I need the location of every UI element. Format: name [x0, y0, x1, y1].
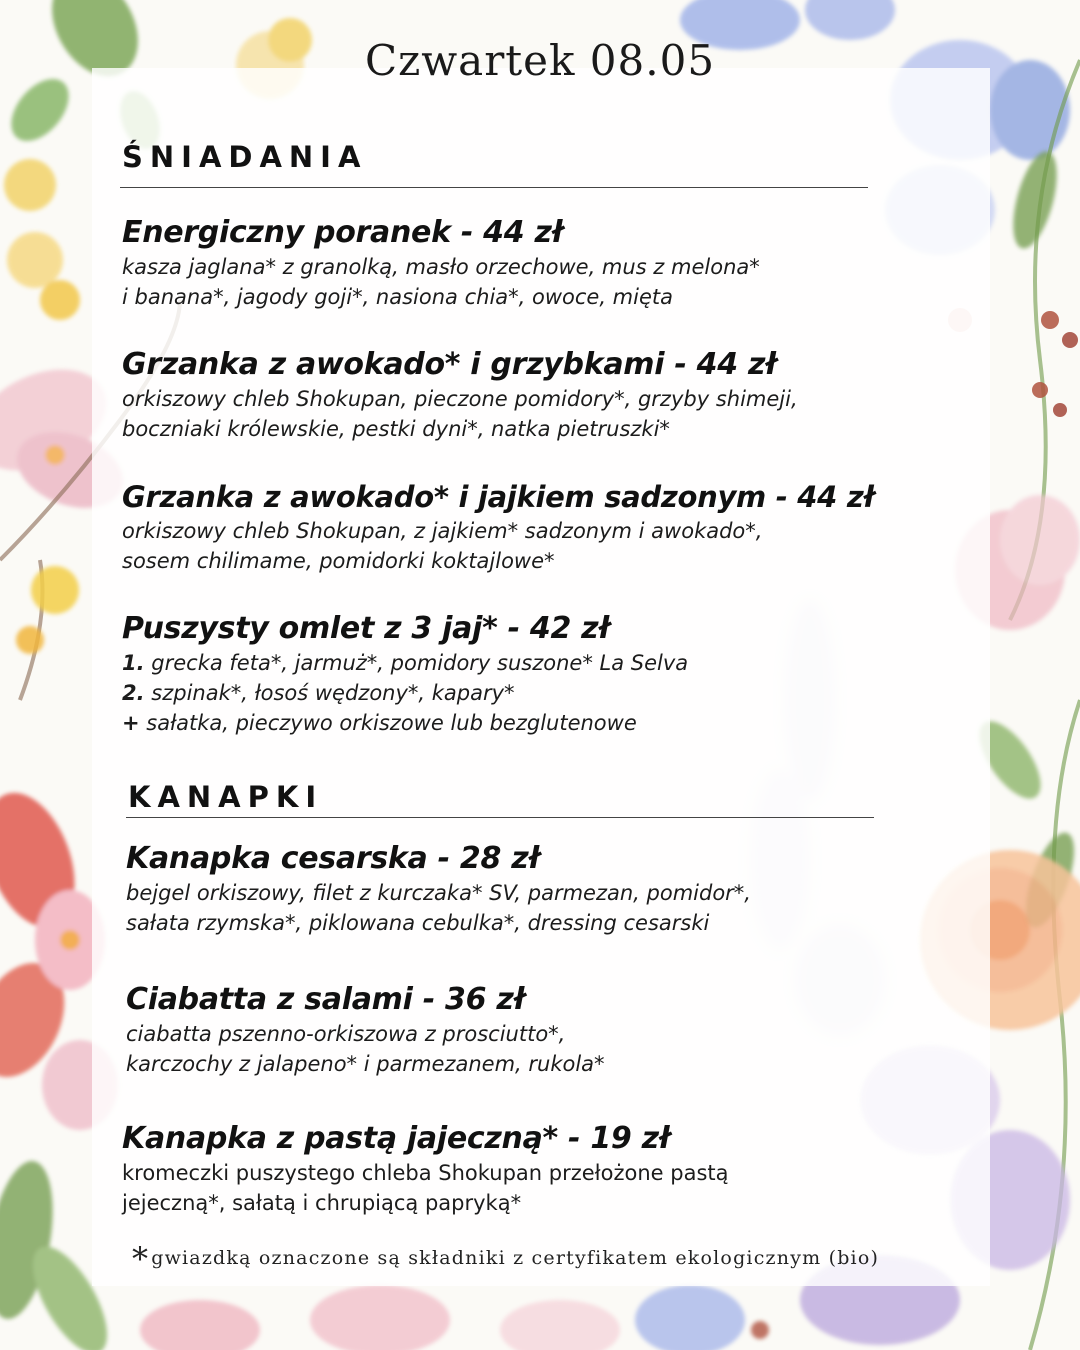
option-marker: 1. — [122, 651, 145, 675]
menu-item-name: Grzanka z awokado* i jajkiem sadzonym - 44 zł — [122, 480, 874, 514]
section-heading-kanapki: KANAPKI — [128, 780, 324, 814]
menu-item-name: Energiczny poranek - 44 zł — [122, 215, 563, 250]
option-text: sałatka, pieczywo orkiszowe lub bezglutenowe — [139, 711, 637, 735]
option-text: grecka feta*, jarmuż*, pomidory suszone* La Selva — [144, 651, 689, 675]
menu-item — [126, 981, 1026, 1079]
footnote-text: gwiazdką oznaczone są składniki z certyfikatem ekologicznym (bio) — [151, 1247, 880, 1269]
menu-item-name: Kanapka cesarska - 28 zł — [126, 841, 540, 876]
option-text: szpinak*, łosoś wędzony*, kapary* — [144, 681, 515, 705]
menu-item-description: orkiszowy chleb Shokupan, pieczone pomidory*, grzyby shimeji, — [122, 387, 798, 411]
menu-item — [122, 1120, 1022, 1218]
footnote — [132, 1240, 879, 1278]
option-marker: 2. — [122, 681, 145, 705]
menu-item-description: i banana*, jagody goji*, nasiona chia*, owoce, mięta — [122, 285, 673, 309]
menu-item — [122, 214, 1022, 312]
menu-item-option — [122, 648, 1022, 678]
menu-item-description: karczochy z jalapeno* i parmezanem, rukola* — [126, 1052, 605, 1076]
menu-item-option — [122, 678, 1022, 708]
section-divider — [126, 817, 874, 818]
menu-item-description: boczniaki królewskie, pestki dyni*, natka pietruszki* — [122, 417, 670, 441]
menu-item — [122, 478, 1022, 576]
menu-item-name: Puszysty omlet z 3 jaj* - 42 zł — [122, 611, 610, 646]
menu-item-description: ciabatta pszenno-orkiszowa z prosciutto*, — [126, 1022, 566, 1046]
blossom-icon — [140, 1285, 769, 1350]
menu-item-description: jejeczną*, sałatą i chrupiącą papryką* — [122, 1191, 522, 1215]
menu-item-description: sosem chilimame, pomidorki koktajlowe* — [122, 549, 555, 573]
menu-item-option — [122, 708, 1022, 738]
yellow-star-flower-icon — [16, 566, 79, 654]
menu-item-description: bejgel orkiszowy, filet z kurczaka* SV, parmezan, pomidor*, — [126, 881, 751, 905]
menu-item-name: Kanapka z pastą jajeczną* - 19 zł — [122, 1121, 670, 1156]
menu-item-description: orkiszowy chleb Shokupan, z jajkiem* sadzonym i awokado*, — [122, 519, 763, 543]
menu-item-description: kromeczki puszystego chleba Shokupan przełożone pastą — [122, 1161, 729, 1185]
asterisk-icon: * — [132, 1240, 150, 1278]
section-divider — [120, 187, 868, 188]
section-heading-sniadania: ŚNIADANIA — [122, 140, 368, 174]
menu-item — [126, 840, 1026, 938]
menu-item-name: Ciabatta z salami - 36 zł — [126, 982, 525, 1017]
menu-item — [122, 346, 1022, 444]
menu-item-description: sałata rzymska*, piklowana cebulka*, dressing cesarski — [126, 911, 710, 935]
option-marker: + — [122, 711, 140, 735]
menu-item — [122, 610, 1022, 738]
menu-item-name: Grzanka z awokado* i grzybkami - 44 zł — [122, 347, 777, 382]
page-title: Czwartek 08.05 — [364, 36, 716, 85]
menu-item-description: kasza jaglana* z granolką, masło orzechowe, mus z melona* — [122, 255, 760, 279]
